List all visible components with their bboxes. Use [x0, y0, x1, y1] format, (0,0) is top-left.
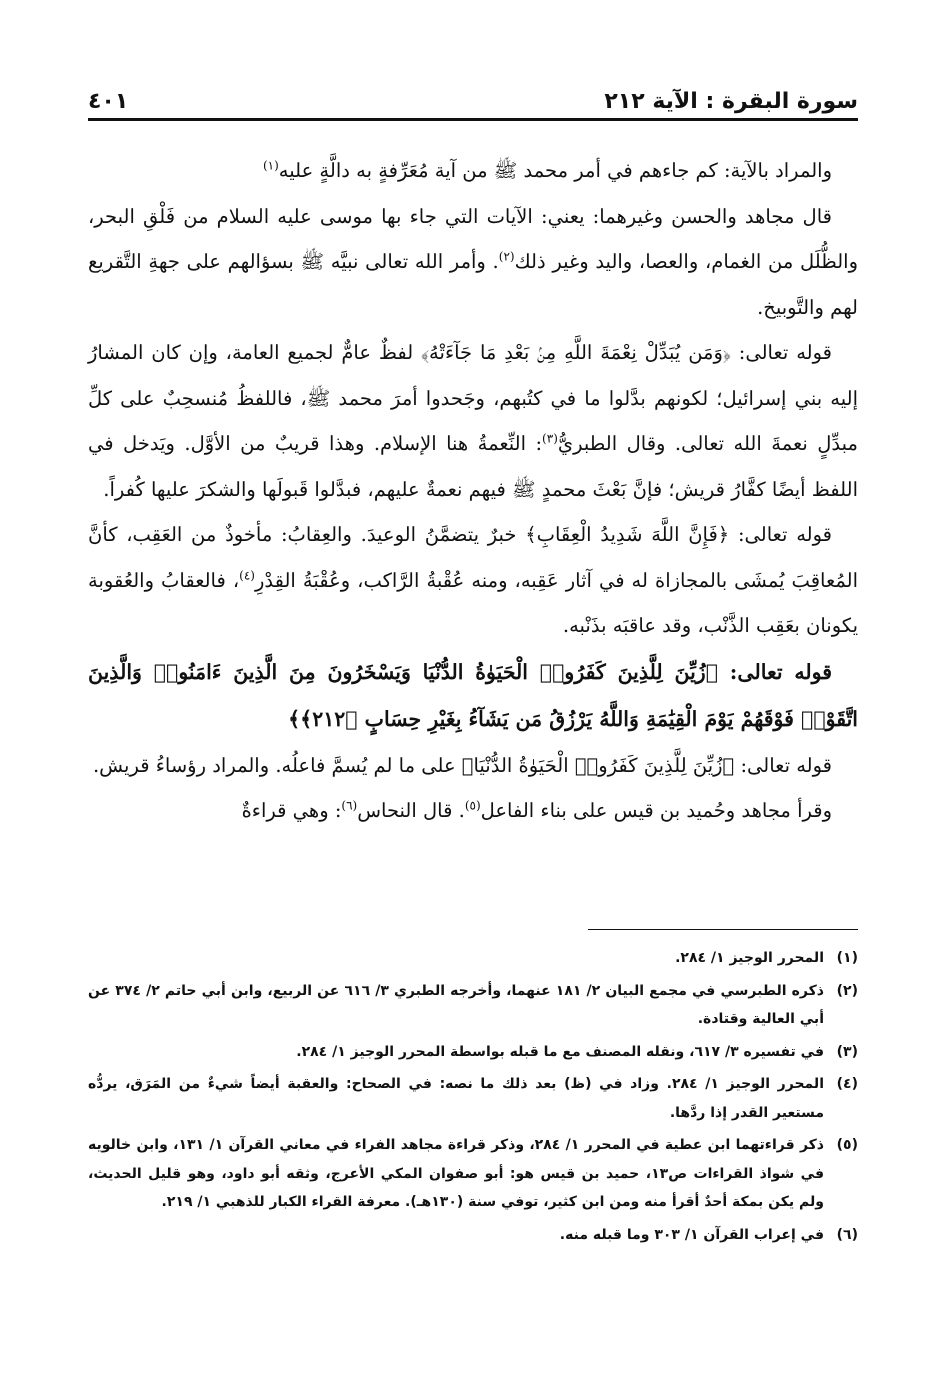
paragraph-2 — [88, 194, 858, 331]
paragraph-text: . قال النحاس — [357, 799, 465, 822]
footnote-number: (٦) — [836, 1226, 858, 1243]
footnote-ref[interactable]: (٥) — [464, 798, 481, 813]
footnote-number: (٢) — [836, 982, 858, 999]
paragraph-text: قال مجاهد والحسن وغيرهما: يعني: الآيات التي جاء بها موسى عليه السلام من فَلْقِ البحر، والظُّلَل من الغمام، والعصا، واليد وغير ذلك — [88, 204, 858, 273]
footnote-number: (٣) — [836, 1043, 858, 1060]
footnote-text: ذكر قراءتهما ابن عطية في المحرر ١/ ٢٨٤، وذكر قراءة مجاهد الفراء في معاني القرآن ١/ ١٣١، وابن خالويه في شواذ القراءات ص١٣، حميد بن قيس هو: أبو صفوان المكي الأعرج، وثقه أبو داود، وهو قليل الحديث، ولم يكن بمكة أحدٌ أقرأ منه ومن ابن كثير، توفي سنة (١٣٠هـ). معرفة القراء الكبار للذهبي ١/ ٢١٩. — [88, 1137, 825, 1210]
footnote — [88, 1038, 858, 1067]
paragraph-text: والمراد بالآية: كم جاءهم في أمر محمد ﷺ من آية مُعَرِّفةٍ به دالَّةٍ عليه — [278, 159, 832, 182]
page-header — [88, 70, 858, 121]
paragraph-text: : وهي قراءةٌ — [241, 799, 342, 822]
footnote-text: المحرر الوجيز ١/ ٢٨٤. — [675, 950, 824, 966]
footnote — [88, 977, 858, 1034]
paragraph-text: قوله تعالى: ﴿فَإِنَّ اللَّهَ شَدِيدُ الْعِقَابِ﴾ خبرٌ يتضمَّنُ الوعيدَ. والعِقابُ: مأخوذٌ من العَقِب، كأنَّ المُعاقِبَ يُمشَى بالمجازاة له في آثار عَقِبه، ومنه عُقْبةُ الرَّاكب، وعُقْبَةُ القِدْرِ — [88, 523, 859, 592]
footnote-text: ذكره الطبرسي في مجمع البيان ٢/ ١٨١ عنهما، وأخرجه الطبري ٣/ ٦١٦ عن الربيع، وابن أبي حاتم ٢/ ٣٧٤ عن أبي العالية وقتادة. — [88, 982, 824, 1027]
footnote-ref[interactable]: (٤) — [239, 568, 255, 582]
paragraph-6 — [88, 788, 858, 834]
footnotes — [88, 944, 858, 1253]
footnote-number: (٤) — [836, 1076, 858, 1092]
paragraph-text: ، فالعقابُ والعُقوبة يكونان بعَقِب الذَّنْب، وقد عاقبَه بذَنْبه. — [88, 568, 858, 637]
footnote — [88, 1221, 858, 1250]
paragraph-text: قوله تعالى: ﴿وَمَن يُبَدِّلْ نِعْمَةَ اللَّهِ مِنۢ بَعْدِ مَا جَآءَتْهُ﴾ لفظٌ عامٌّ لجميع العامة، وإن كان المشارُ إليه بني إسرائيل؛ لكونهم بدَّلوا ما في كتُبهم، وجَحدوا أمرَ محمد ﷺ، فاللفظُ مُنسحِبٌ على كلِّ مبدِّلٍ نعمةَ الله تعالى. وقال الطبريُّ — [88, 341, 858, 455]
running-title: سورة البقرة : الآية ٢١٢ — [604, 89, 858, 114]
paragraph-text: : النِّعمةُ هنا الإسلام. وهذا قريبٌ من الأوَّل. ويَدخل في اللفظ أيضًا كفَّارُ قريش؛ فإنَّ بَعْثَ محمدٍ ﷺ فيهم نعمةٌ عليهم، فبدَّلوا قَبولَها والشكرَ عليها كُفراً. — [88, 432, 858, 501]
footnote-text: المحرر الوجيز ١/ ٢٨٤. وزاد في (ظ) بعد ذلك ما نصه: في الصحاح: والعقبة أيضاً شيءٌ من المَرَق، يردُّه مستعير القدر إذا ردَّها. — [88, 1076, 824, 1121]
footnote — [88, 1131, 858, 1217]
main-text — [88, 148, 858, 834]
footnote-ref[interactable]: (١) — [262, 158, 279, 173]
footnote-separator — [588, 929, 858, 930]
paragraph-4 — [88, 512, 858, 649]
paragraph-5: قوله تعالى: ﴿زُيِّنَ لِلَّذِينَ كَفَرُوا۟ الْحَيَوٰةُ الدُّنْيَا﴾ على ما لم يُسمَّ فاعلُه. والمراد رؤساءُ قريش. — [92, 753, 832, 777]
footnote-ref[interactable]: (٢) — [498, 249, 515, 264]
footnote-ref[interactable]: (٦) — [341, 798, 358, 813]
footnote-number: (٥) — [836, 1137, 858, 1153]
footnote — [88, 944, 858, 973]
paragraph-text: وقرأ مجاهد وحُميد بن قيس على بناء الفاعل — [480, 799, 832, 822]
paragraph-3 — [88, 330, 858, 512]
verse-heading: قوله تعالى: ﴿زُيِّنَ لِلَّذِينَ كَفَرُوا۟ الْحَيَوٰةُ الدُّنْيَا وَيَسْخَرُونَ مِنَ الَّذِينَ ءَامَنُوا۟ وَالَّذِينَ اتَّقَوْا۟ فَوْقَهُمْ يَوْمَ الْقِيَٰمَةِ وَاللَّهُ يَرْزُقُ مَن يَشَآءُ بِغَيْرِ حِسَابٍ ﴿٢١٢﴾﴾ — [88, 659, 858, 731]
paragraph-text: . وأمر الله تعالى نبيَّه ﷺ بسؤالهم على جهةِ التَّقريع لهم والتَّوبيخ. — [88, 250, 858, 319]
footnote-ref[interactable]: (٣) — [542, 431, 558, 446]
footnote — [88, 1070, 858, 1127]
footnote-text: في إعراب القرآن ١/ ٣٠٣ وما قبله منه. — [559, 1226, 824, 1243]
footnote-text: في تفسيره ٣/ ٦١٧، ونقله المصنف مع ما قبله بواسطة المحرر الوجيز ١/ ٢٨٤. — [296, 1043, 824, 1060]
page-number: ٤٠١ — [88, 89, 129, 114]
paragraph-1 — [88, 148, 858, 194]
footnote-number: (١) — [836, 950, 858, 966]
